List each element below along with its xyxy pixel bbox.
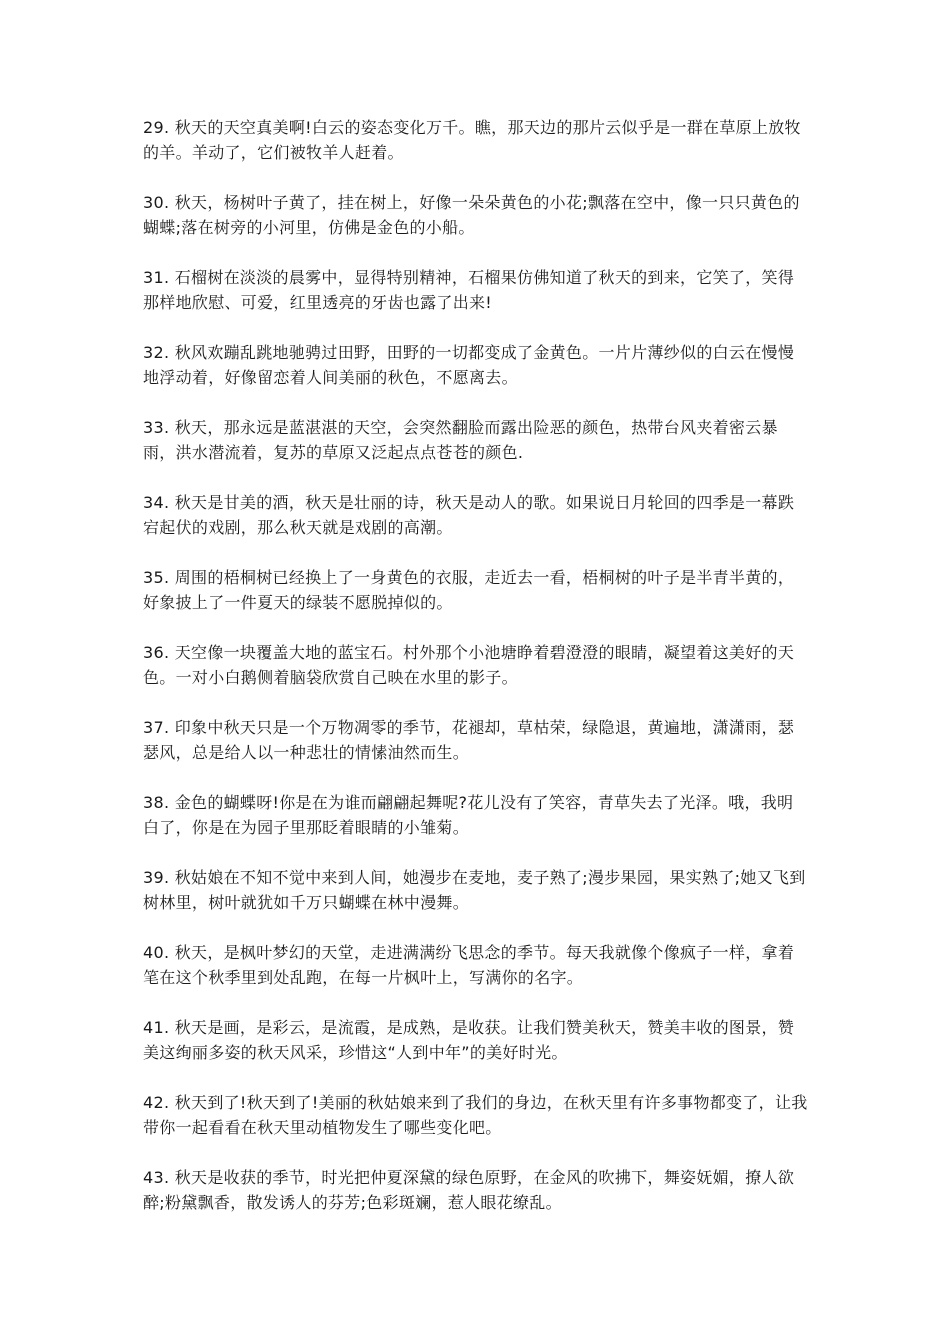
paragraph-43: 43. 秋天是收获的季节，时光把仲夏深黛的绿色原野，在金风的吹拂下，舞姿妩媚，撩人欲醉;粉黛飘香，散发诱人的芬芳;色彩斑斓，惹人眼花缭乱。: [143, 1168, 795, 1212]
paragraph-42: 42. 秋天到了!秋天到了!美丽的秋姑娘来到了我们的身边，在秋天里有许多事物都变了，让我带你一起看看在秋天里动植物发生了哪些变化吧。: [143, 1093, 808, 1137]
paragraph-36: 36. 天空像一块覆盖大地的蓝宝石。村外那个小池塘睁着碧澄澄的眼睛，凝望着这美好的天色。一对小白鹅侧着脑袋欣赏自己映在水里的影子。: [143, 643, 795, 687]
paragraph-30: 30. 秋天，杨树叶子黄了，挂在树上，好像一朵朵黄色的小花;飘落在空中，像一只只黄色的蝴蝶;落在树旁的小河里，仿佛是金色的小船。: [143, 193, 800, 237]
paragraph-35: 35. 周围的梧桐树已经换上了一身黄色的衣服，走近去一看，梧桐树的叶子是半青半黄的，好象披上了一件夏天的绿装不愿脱掉似的。: [143, 568, 795, 612]
paragraph-32: 32. 秋风欢蹦乱跳地驰骋过田野，田野的一切都变成了金黄色。一片片薄纱似的白云在慢慢地浮动着，好像留恋着人间美丽的秋色，不愿离去。: [143, 343, 795, 387]
document-body: [143, 115, 809, 1240]
paragraph-39: 39. 秋姑娘在不知不觉中来到人间，她漫步在麦地，麦子熟了;漫步果园，果实熟了;她又飞到树林里，树叶就犹如千万只蝴蝶在林中漫舞。: [143, 868, 806, 912]
paragraph-31: 31. 石榴树在淡淡的晨雾中，显得特别精神，石榴果仿佛知道了秋天的到来，它笑了，笑得那样地欣慰、可爱，红里透亮的牙齿也露了出来!: [143, 268, 795, 312]
paragraph-40: 40. 秋天，是枫叶梦幻的天堂，走进满满纷飞思念的季节。每天我就像个像疯子一样，拿着笔在这个秋季里到处乱跑，在每一片枫叶上，写满你的名字。: [143, 943, 795, 987]
paragraph-37: 37. 印象中秋天只是一个万物凋零的季节，花褪却，草枯荣，绿隐退，黄遍地，潇潇雨，瑟瑟风，总是给人以一种悲壮的情愫油然而生。: [143, 718, 795, 762]
paragraph-34: 34. 秋天是甘美的酒，秋天是壮丽的诗，秋天是动人的歌。如果说日月轮回的四季是一幕跌宕起伏的戏剧，那么秋天就是戏剧的高潮。: [143, 493, 795, 537]
paragraph-29: 29. 秋天的天空真美啊!白云的姿态变化万千。瞧，那天边的那片云似乎是一群在草原上放牧的羊。羊动了，它们被牧羊人赶着。: [143, 118, 801, 162]
paragraph-33: 33. 秋天，那永远是蓝湛湛的天空，会突然翻脸而露出险恶的颜色，热带台风夹着密云暴雨，洪水潜流着，复苏的草原又泛起点点苍苍的颜色.: [143, 418, 778, 462]
paragraph-38: 38. 金色的蝴蝶呀!你是在为谁而翩翩起舞呢?花儿没有了笑容，青草失去了光泽。哦，我明白了，你是在为园子里那眨着眼睛的小雏菊。: [143, 793, 794, 837]
paragraph-41: 41. 秋天是画，是彩云，是流霞，是成熟，是收获。让我们赞美秋天，赞美丰收的图景，赞美这绚丽多姿的秋天风采，珍惜这“人到中年”的美好时光。: [143, 1018, 795, 1062]
